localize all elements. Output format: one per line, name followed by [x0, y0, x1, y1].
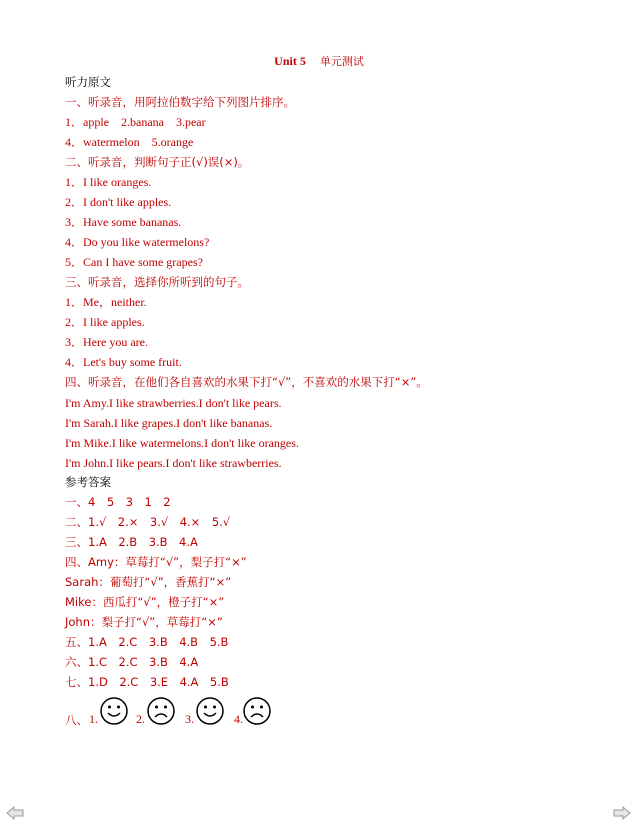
answer-line: 七、1.D 2.C 3.E 4.A 5.B: [65, 675, 229, 689]
section-4-line: I'm Amy.I like strawberries.I don't like pears.: [65, 396, 282, 410]
section-2-header: 二、听录音，判断句子正(√)误(×)。: [65, 155, 250, 169]
section-8-prefix: 八、: [65, 713, 88, 727]
answer-line: 二、1.√ 2.× 3.√ 4.× 5.√: [65, 515, 231, 529]
section-4-line: I'm John.I like pears.I don't like strawberries.: [65, 456, 282, 470]
section-4-line: I'm Sarah.I like grapes.I don't like bananas.: [65, 416, 273, 430]
answer-line: 六、1.C 2.C 3.B 4.A: [65, 655, 199, 669]
smile-icon: [99, 696, 129, 726]
section-4-header: 四、听录音，在他们各自喜欢的水果下打“√”，不喜欢的水果下打“×”。: [65, 375, 428, 389]
face-label: 3.: [185, 712, 194, 726]
answer-line: Sarah：葡萄打“√”，香蕉打“×”: [65, 575, 232, 589]
section-1-line: 4．watermelon 5.orange: [65, 135, 194, 149]
section-3-line: 1．Me，neither.: [65, 295, 147, 309]
answer-line: 五、1.A 2.C 3.B 4.B 5.B: [65, 635, 229, 649]
section-2-line: 3．Have some bananas.: [65, 215, 182, 229]
section-4-line: I'm Mike.I like watermelons.I don't like oranges.: [65, 436, 299, 450]
section-3-line: 3．Here you are.: [65, 335, 148, 349]
answer-line: 三、1.A 2.B 3.B 4.A: [65, 535, 198, 549]
smile-icon: [195, 696, 225, 726]
section-1-header: 一、听录音，用阿拉伯数字给下列图片排序。: [65, 95, 295, 109]
face-label: 4.: [234, 712, 243, 726]
answer-line: John：梨子打“√”，草莓打“×”: [65, 615, 223, 629]
answer-line: Mike：西瓜打“√”，橙子打“×”: [65, 595, 225, 609]
answers-header: 参考答案: [65, 475, 111, 489]
section-3-line: 2．I like apples.: [65, 315, 145, 329]
face-label: 1.: [89, 712, 98, 726]
prev-arrow-icon[interactable]: [6, 806, 24, 820]
frown-icon: [242, 696, 272, 726]
section-1-line: 1．apple 2.banana 3.pear: [65, 115, 206, 129]
unit-label: Unit 5: [274, 54, 306, 68]
section-2-line: 5．Can I have some grapes?: [65, 255, 203, 269]
page-title: [0, 53, 638, 69]
answer-line: 四、Amy：草莓打“√”，梨子打“×”: [65, 555, 247, 569]
unit-subtitle: 单元测试: [319, 55, 364, 68]
section-3-line: 4．Let's buy some fruit.: [65, 355, 182, 369]
section-2-line: 1．I like oranges.: [65, 175, 152, 189]
answer-line: 一、4 5 3 1 2: [65, 495, 171, 509]
section-2-line: 2．I don't like apples.: [65, 195, 172, 209]
listening-header: 听力原文: [65, 75, 111, 89]
section-2-line: 4．Do you like watermelons?: [65, 235, 210, 249]
face-label: 2.: [136, 712, 145, 726]
next-arrow-icon[interactable]: [613, 806, 631, 820]
frown-icon: [146, 696, 176, 726]
section-3-header: 三、听录音，选择你所听到的句子。: [65, 275, 249, 289]
